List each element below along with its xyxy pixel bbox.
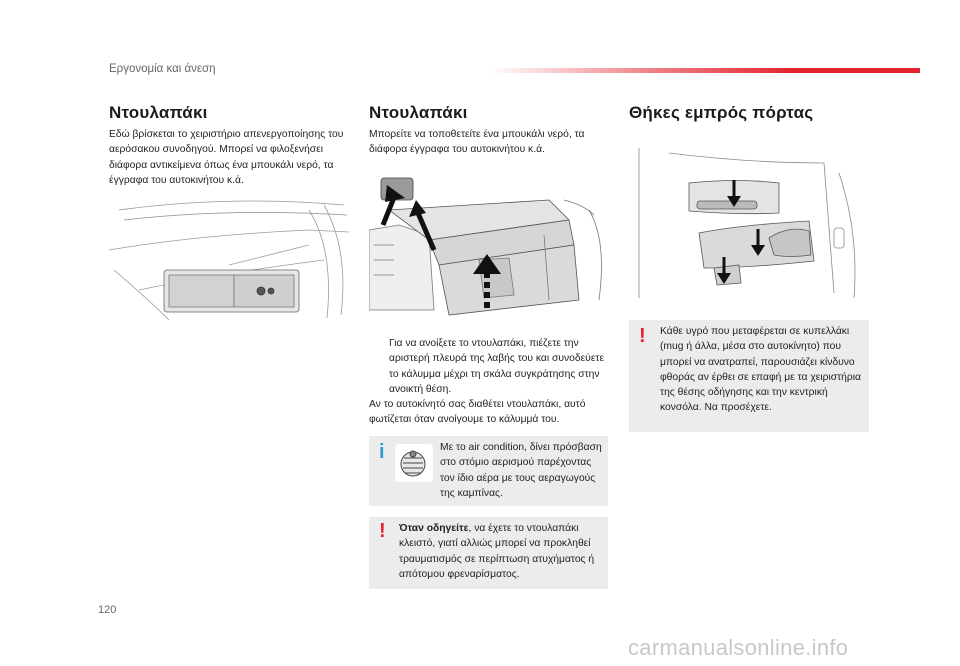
page-number: 120 bbox=[98, 604, 117, 616]
info-box-text: Με το air condition, δίνει πρόσβαση στο στόμιο αερισμού παρέχοντας τον ίδιο αέρα με τους αεραγωγούς της καμπίνας. bbox=[440, 442, 602, 499]
info-box bbox=[369, 436, 608, 506]
door-pocket-illustration bbox=[629, 143, 869, 303]
col3-title: Θήκες εμπρός πόρτας bbox=[629, 103, 814, 122]
warning-icon: ! bbox=[639, 325, 646, 347]
watermark: carmanualsonline.info bbox=[628, 635, 849, 660]
warning-box-text bbox=[399, 521, 603, 582]
col2-light-text: Αν το αυτοκίνητό σας διαθέτει ντουλαπάκι, αυτό φωτίζεται όταν ανοίγουμε το κάλυμμά του. bbox=[369, 399, 586, 426]
warning-box-glovebox bbox=[369, 517, 608, 589]
warning-box-door bbox=[629, 320, 869, 432]
col2-text: Μπορείτε να τοποθετείτε ένα μπουκάλι νερό, τα διάφορα έγγραφα του αυτοκινήτου κ.ά. bbox=[369, 129, 585, 156]
glovebox-open-illustration bbox=[369, 170, 607, 320]
header-accent-bar bbox=[490, 68, 920, 73]
col2-title: Ντουλαπάκι bbox=[369, 103, 468, 122]
col1-title: Ντουλαπάκι bbox=[109, 103, 208, 122]
col1-text: Εδώ βρίσκεται το χειριστήριο απενεργοποίησης του αερόσακου συνοδηγού. Μπορεί να φιλοξενήσει διάφορα αντικείμενα όπως ένα μπουκάλι νερό, τα έγγραφα του αυτοκινήτου κ.ά. bbox=[109, 129, 344, 186]
warning-box-text: Κάθε υγρό που μεταφέρεται σε κυπελλάκι (mug ή άλλα, μέσα στο αυτοκίνητο) που μπορεί να ανατραπεί, παρουσιάζει κίνδυνο φθοράς αν έρθει σε επαφή με τα χειριστήρια της θέσης οδήγησης και την κεντρική κονσόλα. Να προσέχετε. bbox=[660, 326, 862, 414]
warning-icon: ! bbox=[379, 520, 386, 542]
warning-box-bold: Όταν οδηγείτε bbox=[399, 523, 469, 534]
info-icon: i bbox=[379, 441, 385, 463]
section-header: Εργονομία και άνεση bbox=[109, 63, 216, 75]
glovebox-dashboard-illustration bbox=[109, 190, 356, 320]
warning-box-rest: , να έχετε το ντουλαπάκι κλειστό, γιατί αλλιώς μπορεί να προκληθεί τραυματισμός σε περίπτωση ατυχήματος ή απότομου φρεναρίσματος. bbox=[399, 523, 595, 580]
col2-bullet-text: Για να ανοίξετε το ντουλαπάκι, πιέζετε την αριστερή πλευρά της λαβής του και συνοδεύετε το κάλυμμα μέχρι τη σκάλα συγκράτησης στην ανοικτή θέση. bbox=[389, 338, 605, 395]
air-vent-icon bbox=[395, 444, 433, 482]
